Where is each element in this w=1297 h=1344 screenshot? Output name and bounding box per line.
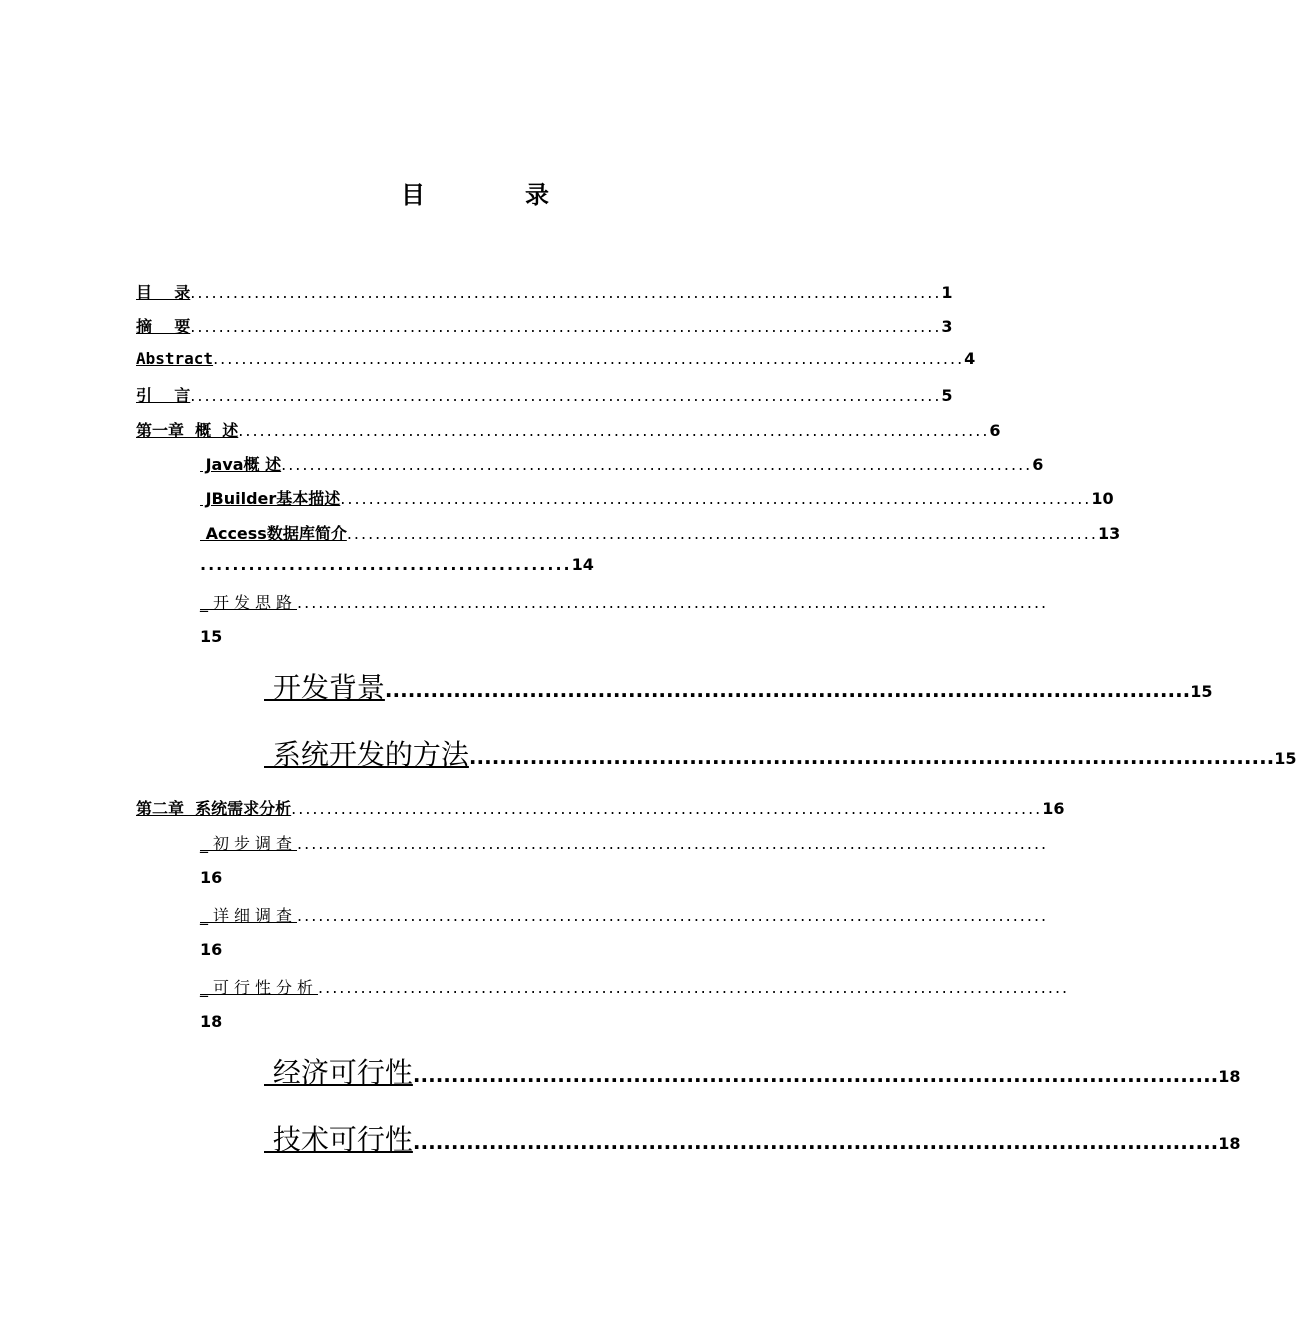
- toc-leader-dots: ..........................................................................................................: [238, 421, 990, 440]
- toc-entry-label[interactable]: 开发背景: [264, 671, 385, 704]
- toc-entry-label[interactable]: 系统开发的方法: [264, 738, 469, 771]
- toc-leader-dots: ..........................................................................................................: [468, 745, 1275, 769]
- toc-entry[interactable]: [136, 349, 976, 368]
- toc-entry-label[interactable]: Access数据库简介: [200, 524, 347, 543]
- toc-entry-label[interactable]: _可行性分析: [200, 978, 319, 997]
- toc-page-number: 13: [1097, 524, 1121, 543]
- toc-entry-label[interactable]: 第二章 系统需求分析: [136, 799, 292, 818]
- toc-entry[interactable]: [264, 733, 1297, 773]
- toc-leader-dots: ..........................................................................................................: [318, 978, 1070, 997]
- toc-entry-label[interactable]: 技术可行性: [264, 1123, 413, 1156]
- toc-entry[interactable]: [136, 418, 1001, 441]
- toc-entry-label[interactable]: Java概 述: [200, 455, 282, 474]
- toc-entry[interactable]: [264, 1051, 1241, 1091]
- toc-page-number: 6: [989, 421, 1001, 440]
- toc-entry-label[interactable]: _详细调查: [200, 906, 298, 925]
- toc-leader-dots: ..........................................................................................................: [281, 455, 1033, 474]
- toc-entry[interactable]: [200, 555, 594, 574]
- toc-entry[interactable]: [200, 590, 1049, 613]
- toc-page-number: 15: [1274, 749, 1297, 768]
- toc-page-number: 5: [941, 386, 953, 405]
- toc-leader-dots: ..........................................................................................................: [190, 283, 942, 302]
- toc-entry[interactable]: [200, 486, 1114, 509]
- toc-leader-dots: ..........................................................................................................: [297, 834, 1049, 853]
- toc-page-number: 14: [571, 555, 594, 574]
- toc-entry[interactable]: [136, 383, 953, 406]
- toc-page-number: 15: [1190, 682, 1213, 701]
- toc-entry-label[interactable]: Abstract: [136, 349, 214, 368]
- toc-leader-dots: ..........................................................................................................: [340, 489, 1092, 508]
- toc-entry[interactable]: [136, 796, 1065, 819]
- toc-leader-dots: ..........................................................................................................: [213, 349, 965, 368]
- toc-leader-dots: ..........................................................................................................: [297, 906, 1049, 925]
- toc-leader-dots: ..............................................: [200, 555, 572, 574]
- toc-entry-label[interactable]: 引 言: [136, 386, 191, 405]
- toc-entry-label[interactable]: 第一章 概 述: [136, 421, 239, 440]
- page-title: [0, 175, 950, 210]
- toc-leader-dots: ..........................................................................................................: [412, 1063, 1219, 1087]
- toc-page-number: 16: [1042, 799, 1065, 818]
- toc-entry[interactable]: [200, 452, 1044, 475]
- toc-entry[interactable]: [264, 666, 1213, 706]
- toc-page-number: 6: [1032, 455, 1044, 474]
- toc-leader-dots: ..........................................................................................................: [291, 799, 1043, 818]
- toc-leader-dots: ..........................................................................................................: [384, 678, 1191, 702]
- toc-page-number: 16: [200, 940, 223, 959]
- toc-page-number: 15: [200, 627, 223, 646]
- toc-page-number: 16: [200, 868, 223, 887]
- toc-page-number: 18: [1218, 1134, 1241, 1153]
- toc-entry-label[interactable]: _开发思路: [200, 593, 298, 612]
- title-char-2: 录: [525, 181, 549, 209]
- toc-entry-label[interactable]: 摘 要: [136, 317, 191, 336]
- toc-page-number: 10: [1091, 489, 1114, 508]
- toc-leader-dots: ..........................................................................................................: [297, 593, 1049, 612]
- toc-entry[interactable]: [200, 903, 1049, 926]
- toc-entry[interactable]: [200, 521, 1121, 544]
- toc-entry[interactable]: [136, 280, 953, 303]
- toc-page-number: 4: [964, 349, 976, 368]
- toc-leader-dots: ..........................................................................................................: [190, 317, 942, 336]
- toc-entry[interactable]: [136, 314, 953, 337]
- toc-leader-dots: ..........................................................................................................: [190, 386, 942, 405]
- toc-entry-label[interactable]: _初步调查: [200, 834, 298, 853]
- toc-page-number: 3: [941, 317, 953, 336]
- toc-entry-label[interactable]: 目 录: [136, 283, 191, 302]
- toc-page-number: 1: [941, 283, 953, 302]
- toc-entry-label[interactable]: 经济可行性: [264, 1056, 413, 1089]
- toc-entry[interactable]: [264, 1118, 1241, 1158]
- toc-leader-dots: ..........................................................................................................: [412, 1130, 1219, 1154]
- title-char-1: 目: [401, 181, 425, 209]
- toc-entry[interactable]: [200, 831, 1049, 854]
- toc-page-number: 18: [1218, 1067, 1241, 1086]
- toc-page-number: 18: [200, 1012, 223, 1031]
- toc-entry[interactable]: [200, 975, 1070, 998]
- toc-leader-dots: ..........................................................................................................: [346, 524, 1098, 543]
- toc-entry-label[interactable]: JBuilder基本描述: [200, 489, 341, 508]
